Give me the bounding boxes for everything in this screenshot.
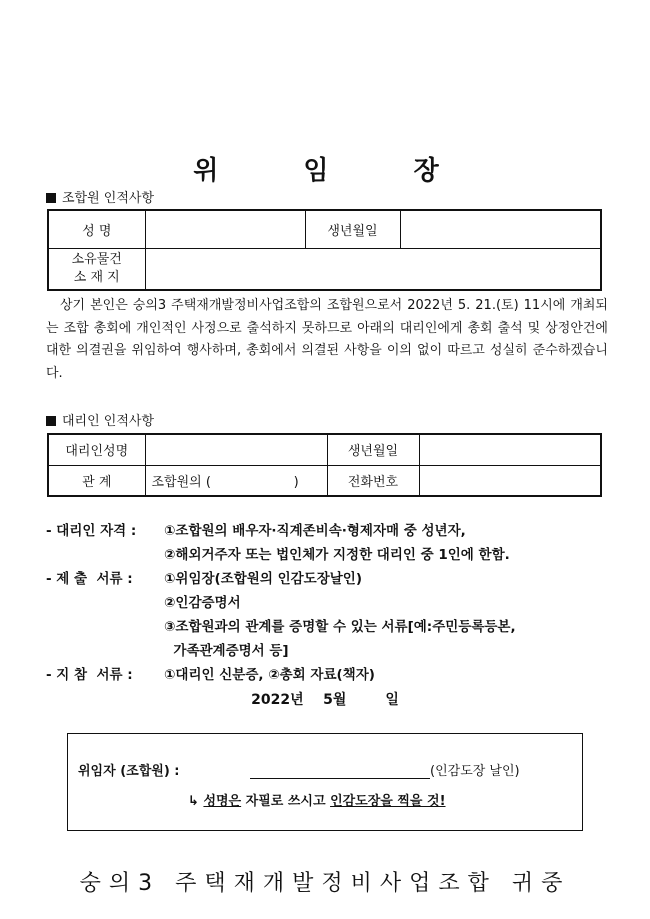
signature-note — [188, 790, 446, 809]
qualification-key — [46, 615, 164, 639]
member-property-label — [48, 248, 145, 290]
member-name-field[interactable] — [145, 210, 305, 248]
agent-relation-field[interactable]: 조합원의 ( ) — [145, 465, 327, 496]
signature-box — [67, 733, 583, 831]
agent-phone-field[interactable] — [419, 465, 601, 496]
qualification-key: - 지 참 서류 : — [46, 667, 133, 683]
qualification-list — [46, 519, 604, 687]
member-birth-field[interactable] — [400, 210, 601, 248]
agent-phone-label: 전화번호 — [327, 465, 419, 496]
member-name-label: 성 명 — [48, 210, 145, 248]
document-date: 2022년 5월 일 — [251, 692, 399, 708]
qualification-row — [46, 519, 604, 543]
qualification-row — [46, 591, 604, 615]
delegator-label: 위임자 (조합원) : — [78, 764, 180, 779]
qualification-row — [46, 567, 604, 591]
agent-section-heading — [46, 410, 154, 429]
signature-note-part2: 자필로 쓰시고 — [245, 794, 326, 809]
document-title: 위 임 장 — [193, 156, 477, 186]
qualification-value: ①대리인 신분증, ②총회 자료(책자) — [164, 667, 375, 683]
agent-name-field[interactable] — [145, 434, 327, 465]
member-info-table — [47, 209, 602, 291]
delegator-signature-line[interactable] — [250, 778, 430, 779]
member-section-heading — [46, 187, 154, 206]
member-property-label-line2: 소 재 지 — [73, 269, 120, 285]
delegation-statement: 상기 본인은 숭의3 주택재개발정비사업조합의 조합원으로서 2022년 5. 21.(토) 11시에 개최되는 조합 총회에 개인적인 사정으로 출석하지 못하므로 아래의 대리인에게 총회 출석 및 상정안건에 대한 의결권을 위임하여 행사하며, 총회에서 의결된 사항을 이의 없이 따르고 성실히 준수하겠습니다. — [46, 298, 608, 381]
qualification-key: - 제 출 서류 : — [46, 571, 133, 587]
qualification-key: - 대리인 자격 : — [46, 523, 137, 539]
member-birth-label: 생년월일 — [305, 210, 400, 248]
agent-birth-label: 생년월일 — [327, 434, 419, 465]
member-property-label-line1: 소유물건 — [71, 251, 122, 267]
qualification-value: ①조합원의 배우자·직계존비속·형제자매 중 성년자, — [164, 523, 466, 539]
addressee-footer: 숭의3 주택재개발정비사업조합 귀중 — [79, 871, 571, 896]
square-bullet-icon — [46, 416, 56, 426]
return-arrow-icon: ↳ — [188, 794, 199, 809]
qualification-value: ①위임장(조합원의 인감도장날인) — [164, 571, 363, 587]
square-bullet-icon — [46, 193, 56, 203]
member-property-field[interactable] — [145, 248, 601, 290]
signature-note-part1: 성명은 — [203, 794, 242, 809]
qualification-value: ③조합원과의 관계를 증명할 수 있는 서류[예:주민등록등본, — [164, 619, 516, 635]
agent-info-table — [47, 433, 602, 497]
agent-name-label: 대리인성명 — [48, 434, 145, 465]
agent-birth-field[interactable] — [419, 434, 601, 465]
signature-note-part3: 인감도장을 찍을 것! — [330, 794, 446, 809]
qualification-row — [46, 663, 604, 687]
qualification-row — [46, 615, 604, 639]
qualification-key — [46, 591, 164, 615]
qualification-row — [46, 639, 604, 663]
agent-section-label: 대리인 인적사항 — [62, 414, 155, 429]
qualification-key — [46, 543, 164, 567]
qualification-key — [46, 639, 164, 663]
agent-relation-label: 관 계 — [48, 465, 145, 496]
qualification-value: ②인감증명서 — [164, 595, 241, 611]
qualification-value: ②해외거주자 또는 법인체가 지정한 대리인 중 1인에 한함. — [164, 547, 510, 563]
member-section-label: 조합원 인적사항 — [62, 191, 155, 206]
seal-instruction: (인감도장 날인) — [430, 764, 520, 779]
qualification-row — [46, 543, 604, 567]
qualification-value: 가족관계증명서 등] — [164, 643, 289, 659]
